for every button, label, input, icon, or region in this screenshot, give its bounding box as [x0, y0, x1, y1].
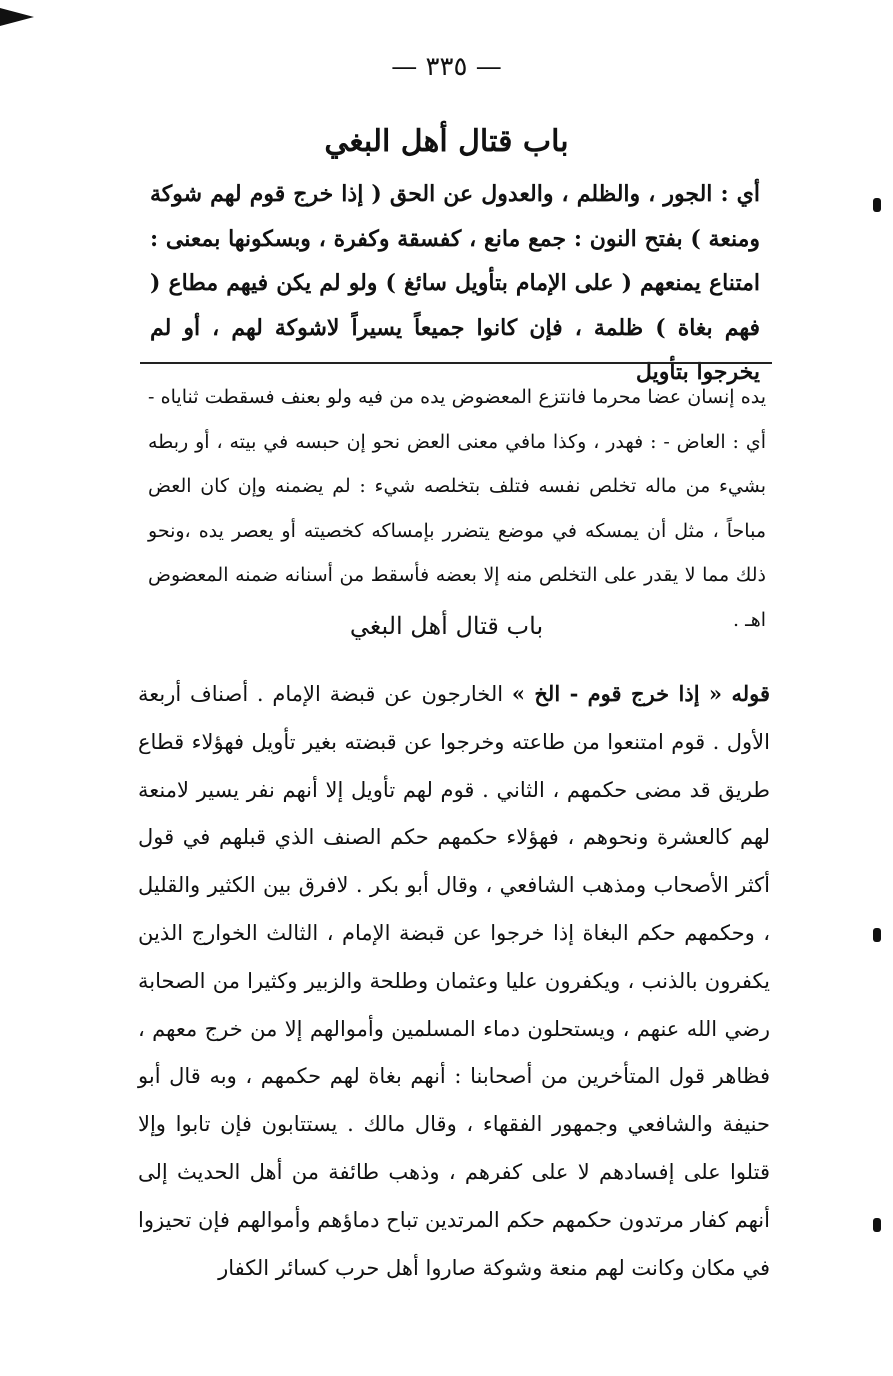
page-number: — ٣٣٥ —	[391, 52, 502, 82]
commentary-heading: باب قتال أهل البغي	[349, 612, 544, 640]
main-text-paragraph: أي : الجور ، والظلم ، والعدول عن الحق ( إذا خرج قوم لهم شوكة ومنعة ) بفتح النون : جمع مانع ، كفسقة وكفرة ، وبسكونها بمعنى : امتناع يمنعهم ( على الإمام بتأويل سائغ ) ولو لم يكن فيهم مطاع ( فهم بغاة ) ظلمة ، فإن كانوا جميعاً يسيراً لاشوكة لهم ، أو لم يخرجوا بتأويل	[150, 181, 760, 385]
edge-scan-mark	[873, 1218, 881, 1232]
commentary-upper-paragraph: يده إنسان عضا محرما فانتزع المعضوض يده من فيه ولو بعنف فسقطت ثناياه - أي : العاض - : فهدر ، وكذا مافي معنى العض نحو إن حبسه في بيته ، أو ربطه بشيء من ماله تخلص نفسه فتلف بتخلصه شيء : لم يضمنه وإن كان العض مباحاً ، مثل أن يمسكه في موضع يتضرر بإمساكه كخصيته أو يعصر يده ،ونحو ذلك مما لا يقدر على التخلص منه إلا بعضه فأسقط من أسنانه ضمنه المعضوض اهـ .	[148, 386, 766, 631]
edge-scan-mark	[873, 198, 881, 212]
edge-scan-mark	[873, 928, 881, 942]
section-divider	[140, 362, 772, 364]
commentary-lead-phrase: قوله « إذا خرج قوم - الخ »	[511, 681, 771, 706]
commentary-body-text: الخارجون عن قبضة الإمام . أصناف أربعة الأول . قوم امتنعوا من طاعته وخرجوا عن قبضته بغير تأويل فهؤلاء قطاع طريق قد مضى حكمهم ، الثاني . قوم لهم تأويل إلا أنهم نفر يسير لامنعة لهم كالعشرة ونحوهم ، فهؤلاء حكمهم حكم الصنف الذي قبلهم في قول أكثر الأصحاب ومذهب الشافعي ، وقال أبو بكر . لافرق بين الكثير والقليل ، وحكمهم حكم البغاة إذا خرجوا عن قبضة الإمام ، الثالث الخوارج الذين يكفرون بالذنب ، ويكفرون عليا وعثمان وطلحة والزبير وكثيرا من الصحابة رضي الله عنهم ، ويستحلون دماء المسلمين وأموالهم إلا من خرج معهم ، فظاهر قول المتأخرين من أصحابنا : أنهم بغاة لهم حكمهم ، وبه قال أبو حنيفة والشافعي وجمهور الفقهاء ، وقال مالك . يستتابون فإن تابوا وإلا قتلوا على إفسادهم لا على كفرهم ، وذهب طائفة من أهل الحديث إلى أنهم كفار مرتدون حكمهم حكم المرتدين تباح دماؤهم وأموالهم فإن تحيزوا في مكان وكانت لهم منعة وشوكة صاروا أهل حرب كسائر الكفار	[138, 682, 770, 1280]
corner-scan-mark	[0, 8, 34, 26]
main-heading: باب قتال أهل البغي	[324, 124, 569, 159]
commentary-lower-paragraph	[138, 670, 770, 1292]
